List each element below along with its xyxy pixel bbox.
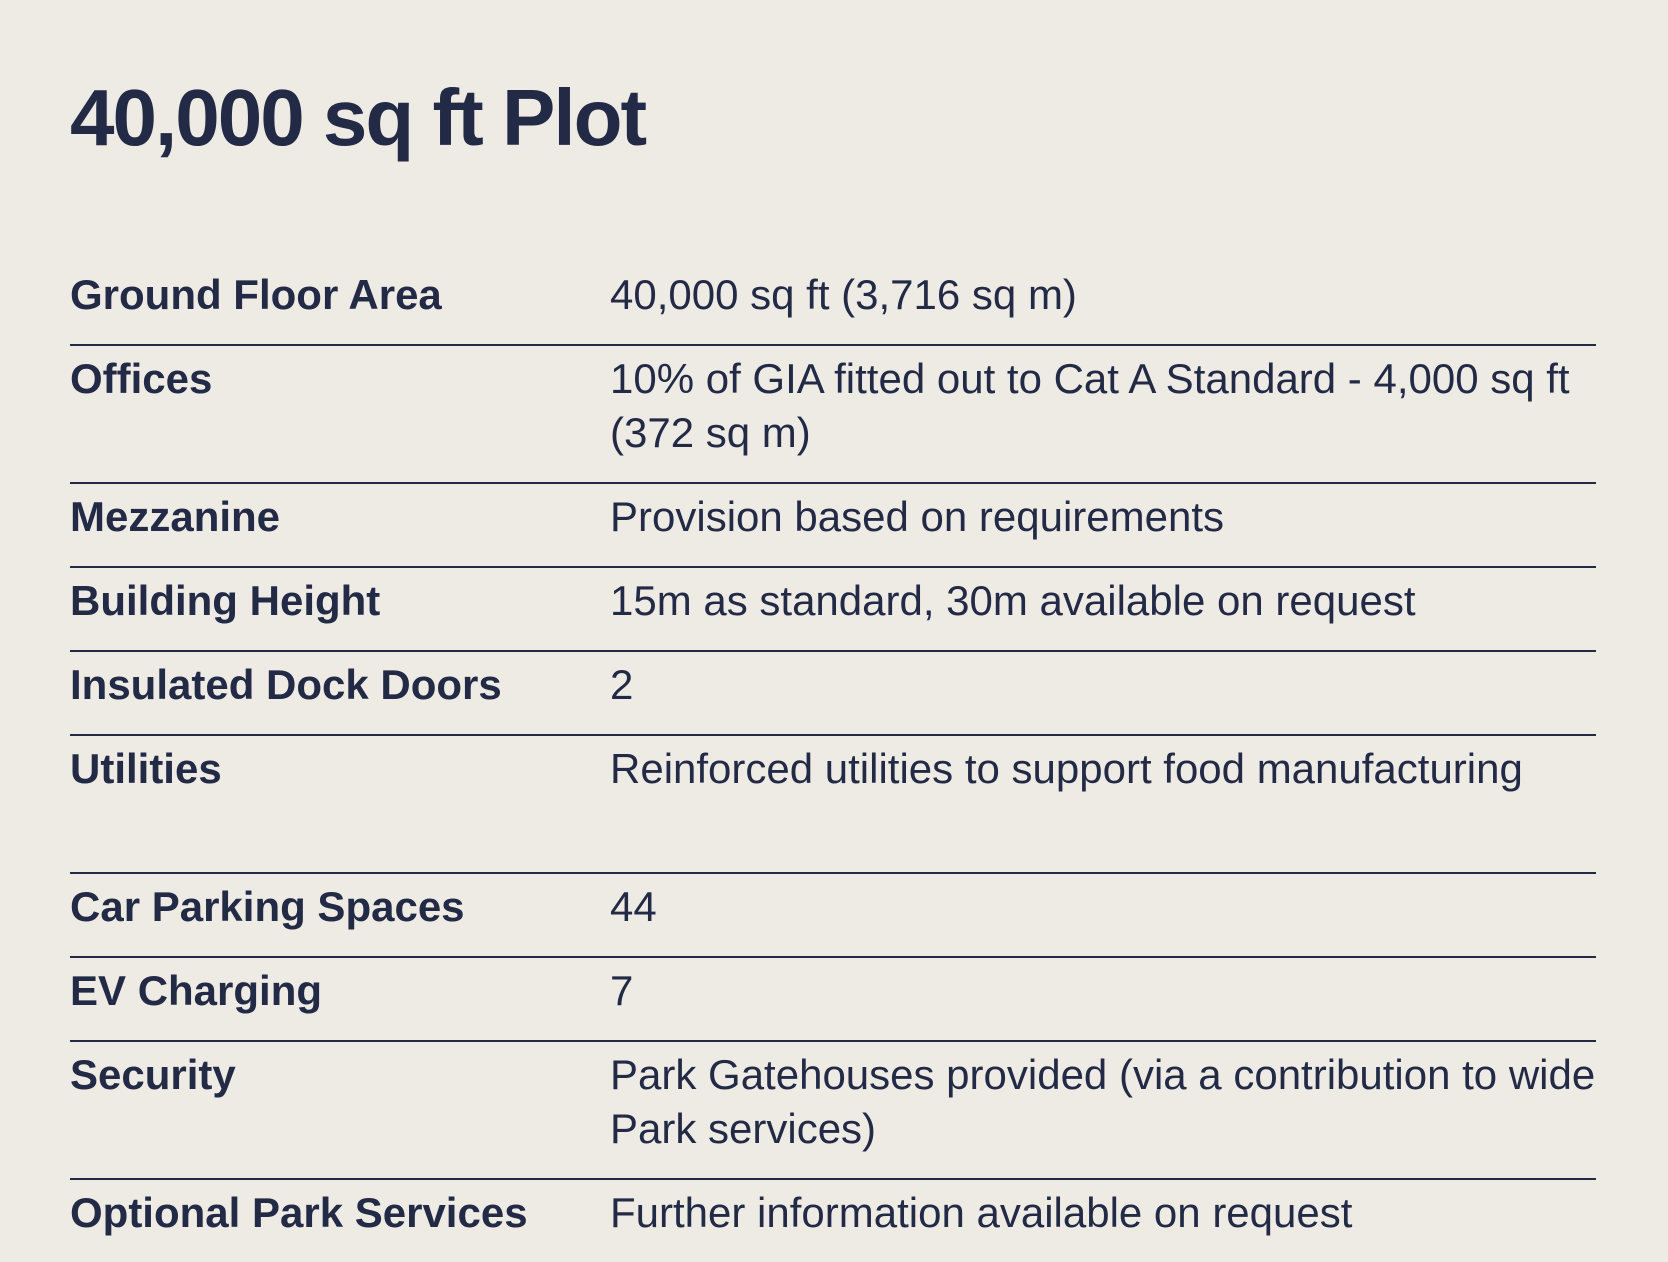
table-row [70, 483, 1596, 567]
row-value: 7 [610, 967, 634, 1014]
table-row [70, 262, 1596, 345]
row-label: Offices [70, 355, 213, 402]
row-value: Provision based on requirements [610, 493, 1225, 540]
row-label: Insulated Dock Doors [70, 661, 502, 708]
row-value: 40,000 sq ft (3,716 sq m) [610, 271, 1077, 318]
table-row [70, 651, 1596, 735]
row-label: Building Height [70, 577, 381, 624]
table-row [70, 345, 1596, 483]
row-value: Reinforced utilities to support food manufacturing [610, 745, 1523, 792]
row-label: EV Charging [70, 967, 323, 1014]
row-value: 10% of GIA fitted out to Cat A Standard - 4,000 sq ft (372 sq m) [610, 355, 1570, 456]
table-row [70, 873, 1596, 957]
page-title: 40,000 sq ft Plot [70, 73, 646, 162]
row-label: Mezzanine [70, 493, 281, 540]
table-row [70, 735, 1596, 873]
table-row [70, 1041, 1596, 1179]
row-value: 2 [610, 661, 634, 708]
row-value: Park Gatehouses provided (via a contribution to wide Park services) [610, 1051, 1596, 1152]
table-row [70, 567, 1596, 651]
row-value: 15m as standard, 30m available on request [610, 577, 1416, 624]
row-value: Further information available on request [610, 1189, 1353, 1236]
row-label: Security [70, 1051, 236, 1098]
row-label: Car Parking Spaces [70, 883, 465, 930]
table-row [70, 957, 1596, 1041]
row-label: Ground Floor Area [70, 271, 442, 318]
spec-table [70, 262, 1596, 1262]
row-label: Optional Park Services [70, 1189, 528, 1236]
row-label: Utilities [70, 745, 222, 792]
row-value: 44 [610, 883, 657, 930]
table-row [70, 1179, 1596, 1262]
